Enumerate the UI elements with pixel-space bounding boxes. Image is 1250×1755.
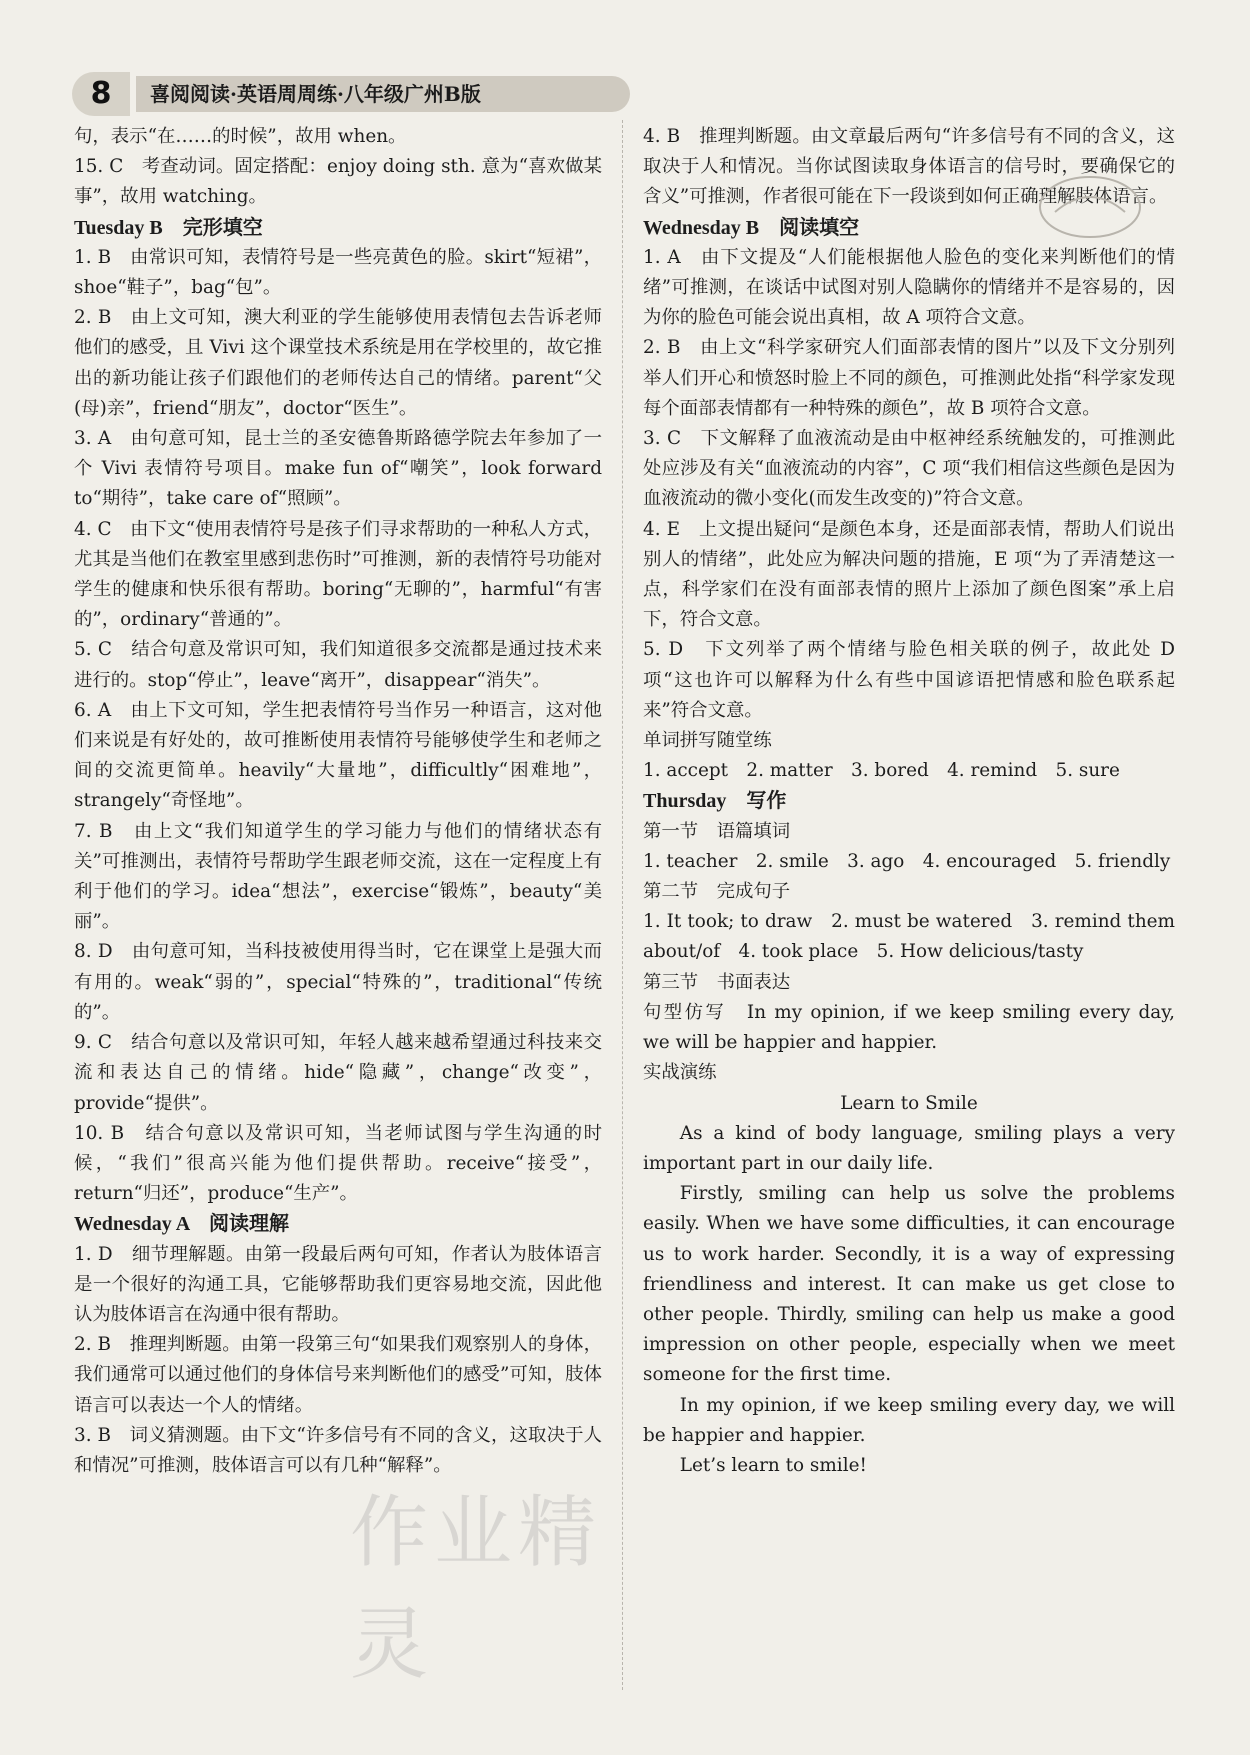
answer-item: 8. D 由句意可知，当科技被使用得当时，它在课堂上是强大而有用的。weak“弱的”，special“特殊的”，traditional“传统的”。 (74, 941, 602, 1023)
answer-item: 4. E 上文提出疑问“是颜色本身，还是面部表情，帮助人们说出别人的情绪”，此处应为解决问题的措施，E 项“为了弄清楚这一点，科学家们在没有面部表情的照片上添加了颜色图案”承上启下，符合文意。 (643, 518, 1175, 631)
answer-item: 1. D 细节理解题。由第一段最后两句可知，作者认为肢体语言是一个很好的沟通工具，它能够帮助我们更容易地交流，因此他认为肢体语言在沟通中很有帮助。 (74, 1243, 602, 1325)
left-column (74, 122, 602, 1481)
section-heading: Thursday 写作 (643, 790, 787, 813)
subsection-heading: 第三节 书面表达 (643, 971, 791, 993)
answer-item: 3. A 由句意可知，昆士兰的圣安德鲁斯路德学院去年参加了一个 Vivi 表情符号项目。make fun of“嘲笑”，look forward to“期待”，take care of“照顾”。 (74, 428, 602, 510)
section-heading: Tuesday B 完形填空 (74, 216, 263, 239)
answer-item: 2. B 由上文“科学家研究人们面部表情的图片”以及下文分别列举人们开心和愤怒时脸上不同的颜色，可推测此处指“科学家发现每个面部表情都有一种特殊的颜色”，故 B 项符合文意。 (643, 337, 1175, 419)
answer-item: 1. accept 2. matter 3. bored 4. remind 5. sure (643, 760, 1120, 782)
watermark-icon: 作业精灵 (350, 1488, 603, 1690)
subsection-heading: 第二节 完成句子 (643, 881, 791, 903)
answer-item: 句型仿写 In my opinion, if we keep smiling every day, we will be happier and happier. (643, 1001, 1175, 1054)
book-title: 喜阅阅读·英语周周练·八年级广州B版 (136, 76, 630, 112)
answer-item: 3. B 词义猜测题。由下文“许多信号有不同的含义，这取决于人和情况”可推测，肢体语言可以有几种“解释”。 (74, 1424, 602, 1476)
section-heading: Wednesday B 阅读填空 (643, 216, 860, 239)
subsection-heading: 单词拼写随堂练 (643, 730, 772, 752)
answer-item: 6. A 由上下文可知，学生把表情符号当作另一种语言，这对他们来说是有好处的，故可推断使用表情符号能够使学生和老师之间的交流更简单。heavily“大量地”，difficultly“困难地”，strangely“奇怪地”。 (74, 699, 602, 812)
answer-item: 1. B 由常识可知，表情符号是一些亮黄色的脸。skirt“短裙”，shoe“鞋子”，bag“包”。 (74, 246, 602, 299)
answer-item: 句，表示“在……的时候”，故用 when。 (74, 126, 407, 147)
answer-item: 1. A 由下文提及“人们能根据他人脸色的变化来判断他们的情绪”可推测，在谈话中试图对别人隐瞒你的情绪并不是容易的，因为你的脸色可能会说出真相，故 A 项符合文意。 (643, 246, 1175, 329)
right-column (643, 122, 1175, 1481)
answer-item: 15. C 考查动词。固定搭配：enjoy doing sth. 意为“喜欢做某事”，故用 watching。 (74, 156, 602, 208)
answer-item: 7. B 由上文“我们知道学生的学习能力与他们的情绪状态有关”可推测出，表情符号帮助学生跟老师交流，这在一定程度上有利于他们的学习。idea“想法”，exercise“锻炼”，beauty“美丽”。 (74, 820, 602, 933)
answer-item: 5. D 下文列举了两个情绪与脸色相关联的例子，故此处 D 项“这也许可以解释为什么有些中国谚语把情感和脸色联系起来”符合文意。 (643, 639, 1175, 721)
answer-item: 9. C 结合句意以及常识可知，年轻人越来越希望通过科技来交流和表达自己的情绪。hide“隐藏”，change“改变”，provide“提供”。 (74, 1032, 602, 1114)
stamp-icon (1035, 172, 1145, 242)
answer-item: 10. B 结合句意以及常识可知，当老师试图与学生沟通的时候，“我们”很高兴能为他们提供帮助。receive“接受”，return“归还”，produce“生产”。 (74, 1122, 602, 1205)
answer-item: 1. It took; to draw 2. must be watered 3. remind them about/of 4. took place 5. How delicious/tasty (643, 911, 1175, 963)
essay-paragraph: Firstly, smiling can help us solve the problems easily. When we have some difficulties, it can encourage us to work harder. Secondly, it is a way of expressing friendliness and interest. It can make us get close to other people. Thirdly, smiling can help us make a good impression on other people, especially when we meet someone for the first time. (643, 1183, 1175, 1386)
essay-paragraph: In my opinion, if we keep smiling every day, we will be happier and happier. (643, 1394, 1175, 1446)
page-header (72, 72, 632, 116)
essay-title: Learn to Smile (840, 1092, 978, 1114)
page-number: 8 (72, 72, 130, 116)
column-divider (622, 120, 623, 1690)
answer-item: 2. B 由上文可知，澳大利亚的学生能够使用表情包去告诉老师他们的感受，且 Vivi 这个课堂技术系统是用在学校里的，故它推出的新功能让孩子们跟他们的老师传达自己的情绪。parent“父(母)亲”，friend“朋友”，doctor“医生”。 (74, 307, 602, 419)
answer-item: 4. C 由下文“使用表情符号是孩子们寻求帮助的一种私人方式，尤其是当他们在教室里感到悲伤时”可推测，新的表情符号功能对学生的健康和快乐很有帮助。boring“无聊的”，harmful“有害的”，ordinary“普通的”。 (74, 518, 602, 631)
answer-item: 5. C 结合句意及常识可知，我们知道很多交流都是通过技术来进行的。stop“停止”，leave“离开”，disappear“消失”。 (74, 639, 602, 691)
answer-item: 1. teacher 2. smile 3. ago 4. encouraged 5. friendly (643, 850, 1171, 872)
section-heading: Wednesday A 阅读理解 (74, 1213, 290, 1236)
essay-paragraph: Let’s learn to smile! (679, 1454, 867, 1476)
subsection-heading: 第一节 语篇填词 (643, 820, 791, 842)
answer-item: 4. B 推理判断题。由文章最后两句“许多信号有不同的含义，这取决于人和情况。当你试图读取身体语言的信号时，要确保它的含义”可推测，作者很可能在下一段谈到如何正确理解肢体语言。 (643, 126, 1175, 208)
answer-item: 3. C 下文解释了血液流动是由中枢神经系统触发的，可推测此处应涉及有关“血液流动的内容”，C 项“我们相信这些颜色是因为血液流动的微小变化(而发生改变的)”符合文意。 (643, 428, 1175, 510)
essay-paragraph: As a kind of body language, smiling plays a very important part in our daily life. (643, 1122, 1175, 1174)
subsection-heading: 实战演练 (643, 1062, 717, 1084)
answer-item: 2. B 推理判断题。由第一段第三句“如果我们观察别人的身体，我们通常可以通过他们的身体信号来判断他们的感受”可知，肢体语言可以表达一个人的情绪。 (74, 1334, 602, 1416)
